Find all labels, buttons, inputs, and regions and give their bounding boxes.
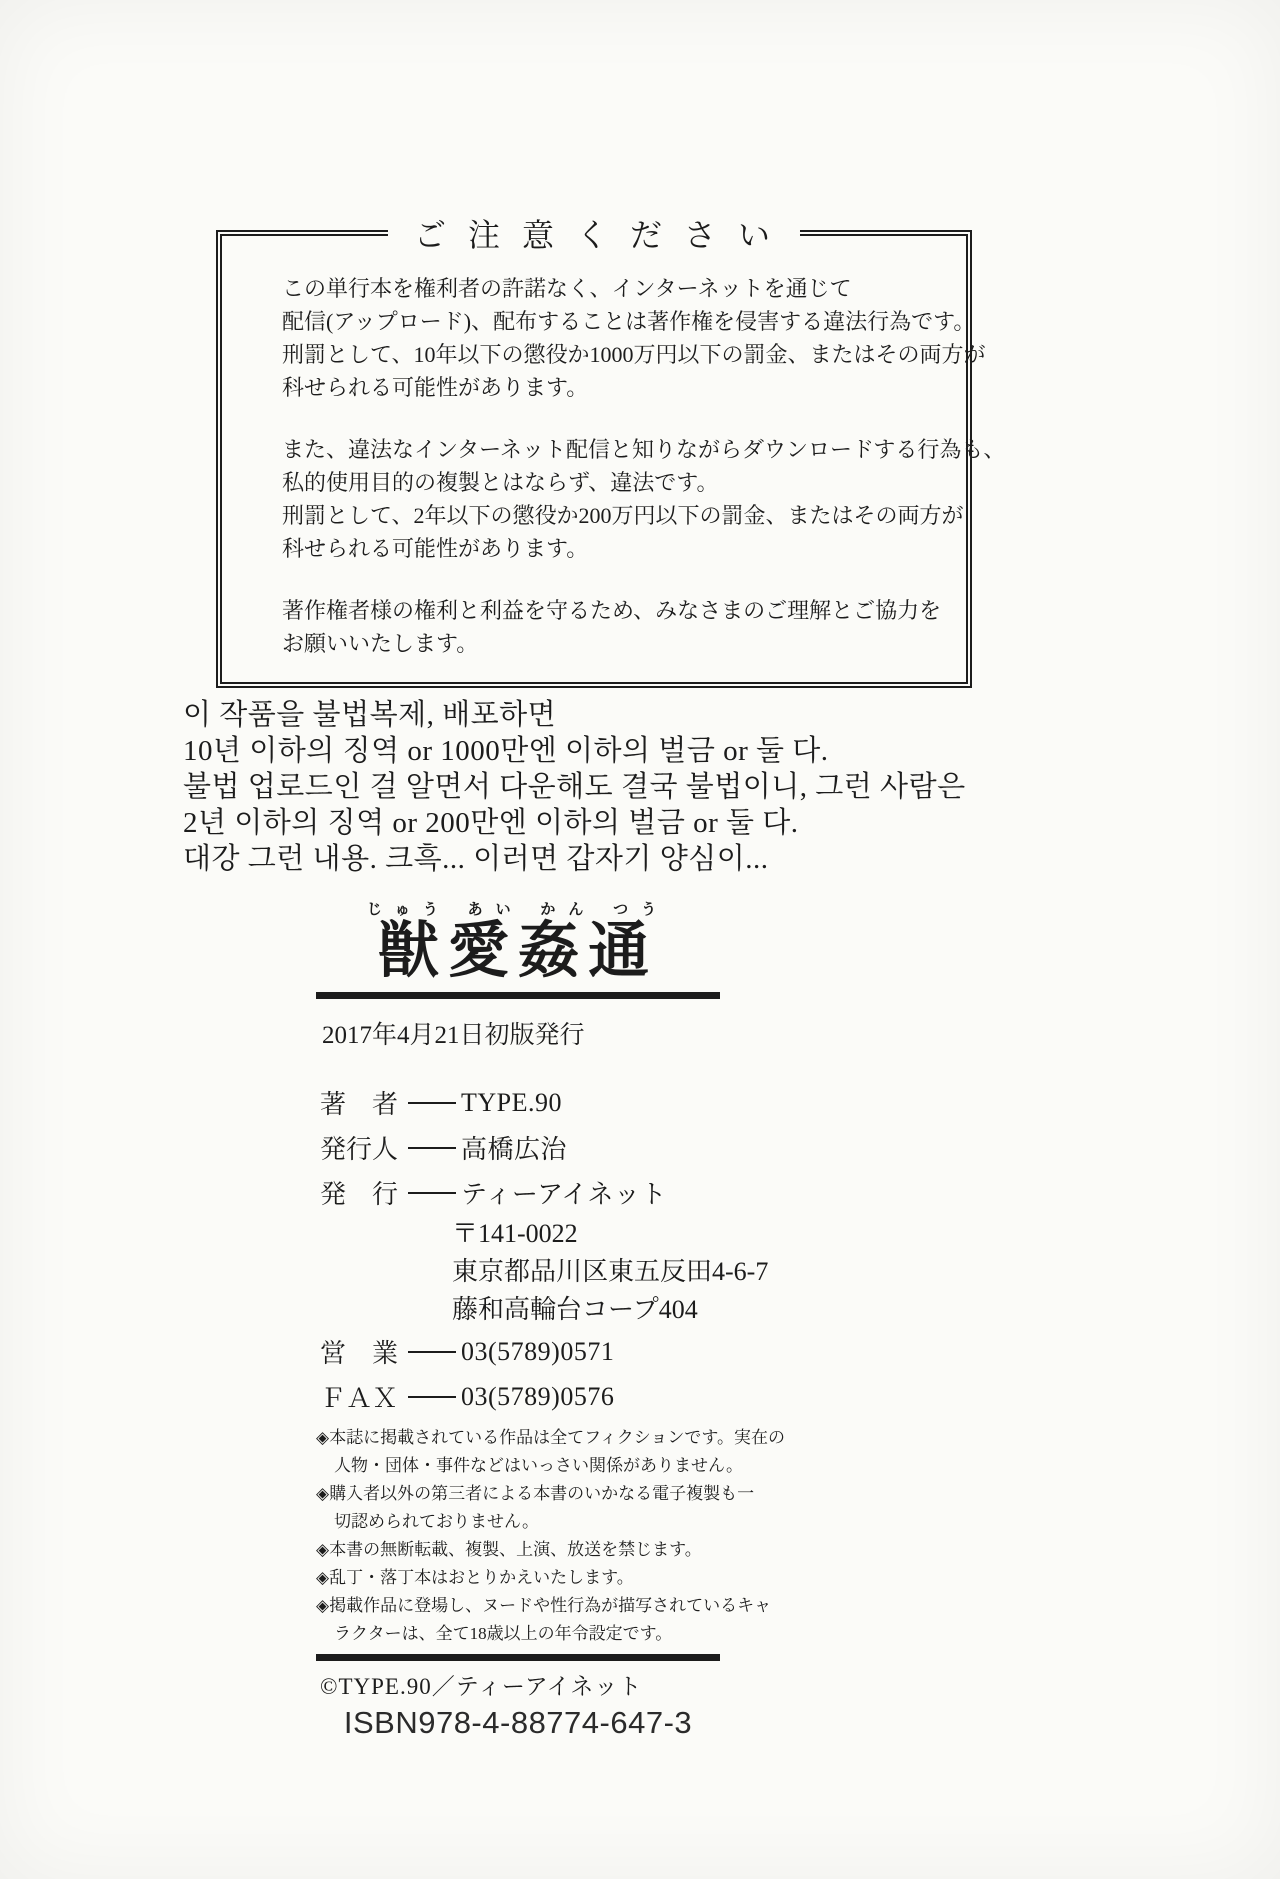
- korean-line: 이 작품을 불법복제, 배포하면: [183, 699, 557, 731]
- colophon-value: TYPE.90: [461, 1087, 562, 1117]
- colophon-label: 発行人: [320, 1135, 399, 1164]
- note-line: ◈乱丁・落丁本はおとりかえいたします。: [316, 1568, 634, 1587]
- footer-divider-rule: [316, 1654, 720, 1661]
- warning-line: 刑罰として、2年以下の懲役か200万円以下の罰金、またはその両方が: [282, 503, 964, 528]
- warning-line: お願いいたします。: [282, 631, 479, 656]
- warning-line: 科せられる可能性があります。: [282, 375, 589, 400]
- publisher-address: [320, 1215, 769, 1329]
- colophon-label: ＦＡＸ: [320, 1384, 399, 1413]
- leader-line: [408, 1351, 456, 1353]
- note-line: ◈掲載作品に登場し、ヌードや性行為が描写されているキャ: [316, 1596, 772, 1615]
- korean-translation-note: [183, 697, 966, 877]
- korean-line: 불법 업로드인 걸 알면서 다운해도 결국 불법이니, 그런 사람은: [183, 771, 966, 803]
- furigana-reading: じゅう あい かん つう: [366, 902, 670, 918]
- postal-code: 〒141-0022: [452, 1219, 578, 1248]
- note-line: ◈本書の無断転載、複製、上演、放送を禁じます。: [316, 1540, 702, 1559]
- warning-line: この単行本を権利者の許諾なく、インターネットを通じて: [282, 276, 852, 301]
- colophon-value: 高橋広治: [461, 1135, 568, 1164]
- colophon-row-fax: [320, 1374, 730, 1419]
- copyright-warning-box: [216, 217, 1006, 688]
- copyright-notice: ©TYPE.90／ティーアイネット: [320, 1674, 643, 1699]
- warning-line: 配信(アップロード)、配布することは著作権を侵害する違法行為です。: [282, 309, 976, 334]
- colophon-row-sales-phone: [320, 1329, 730, 1374]
- warning-box-body: [222, 236, 1006, 660]
- address-line: 東京都品川区東五反田4-6-7: [452, 1257, 769, 1286]
- leader-line: [408, 1147, 456, 1149]
- warning-paragraph: [282, 433, 1006, 565]
- leader-line: [408, 1102, 456, 1104]
- colophon-row-publisher: [320, 1170, 730, 1215]
- warning-line: 私的使用目的の複製とはならず、違法です。: [282, 470, 719, 495]
- note-line: ラクターは、全て18歳以上の年令設定です。: [334, 1624, 673, 1643]
- colophon-label: 営 業: [320, 1339, 399, 1368]
- warning-paragraph: [282, 272, 986, 404]
- warning-box-title: ご注意ください: [388, 209, 800, 261]
- colophon-value: ティーアイネット: [461, 1180, 668, 1209]
- warning-line: 著作権者様の権利と利益を守るため、みなさまのご理解とご協力を: [282, 598, 942, 623]
- colophon-label: 発 行: [320, 1180, 399, 1209]
- leader-line: [408, 1192, 456, 1194]
- note-line: 人物・団体・事件などはいっさい関係がありません。: [334, 1456, 744, 1475]
- colophon-value: 03(5789)0571: [461, 1336, 615, 1366]
- colophon-value: 03(5789)0576: [461, 1381, 615, 1411]
- note-line: 切認められておりません。: [334, 1512, 540, 1531]
- isbn-number: ISBN978-4-88774-647-3: [343, 1705, 693, 1740]
- edition-date: 2017年4月21日初版発行: [322, 1021, 585, 1049]
- title-divider-rule: [316, 992, 720, 999]
- warning-line: 刑罰として、10年以下の懲役か1000万円以下の罰金、またはその両方が: [282, 342, 986, 367]
- colophon-label: 著 者: [320, 1090, 399, 1119]
- book-title: 獣愛姦通: [377, 918, 658, 985]
- korean-line: 2년 이하의 징역 or 200만엔 이하의 벌금 or 둘 다.: [183, 807, 799, 839]
- note-line: ◈購入者以外の第三者による本書のいかなる電子複製も一: [316, 1484, 755, 1503]
- colophon-details: [320, 1080, 769, 1419]
- address-line: 藤和高輪台コープ404: [452, 1295, 698, 1324]
- colophon-row-author: [320, 1080, 730, 1125]
- colophon-row-publisher-person: [320, 1125, 730, 1170]
- leader-line: [408, 1396, 456, 1398]
- book-title-block: [316, 898, 720, 1051]
- warning-line: また、違法なインターネット配信と知りながらダウンロードする行為も、: [282, 437, 1006, 462]
- warning-line: 科せられる可能性があります。: [282, 536, 589, 561]
- legal-notes: [316, 1424, 786, 1648]
- korean-line: 대강 그런 내용. 크흑... 이러면 갑자기 양심이...: [183, 843, 769, 875]
- warning-paragraph: [282, 594, 958, 660]
- note-line: ◈本誌に掲載されている作品は全てフィクションです。実在の: [316, 1428, 786, 1447]
- korean-line: 10년 이하의 징역 or 1000만엔 이하의 벌금 or 둘 다.: [183, 735, 829, 767]
